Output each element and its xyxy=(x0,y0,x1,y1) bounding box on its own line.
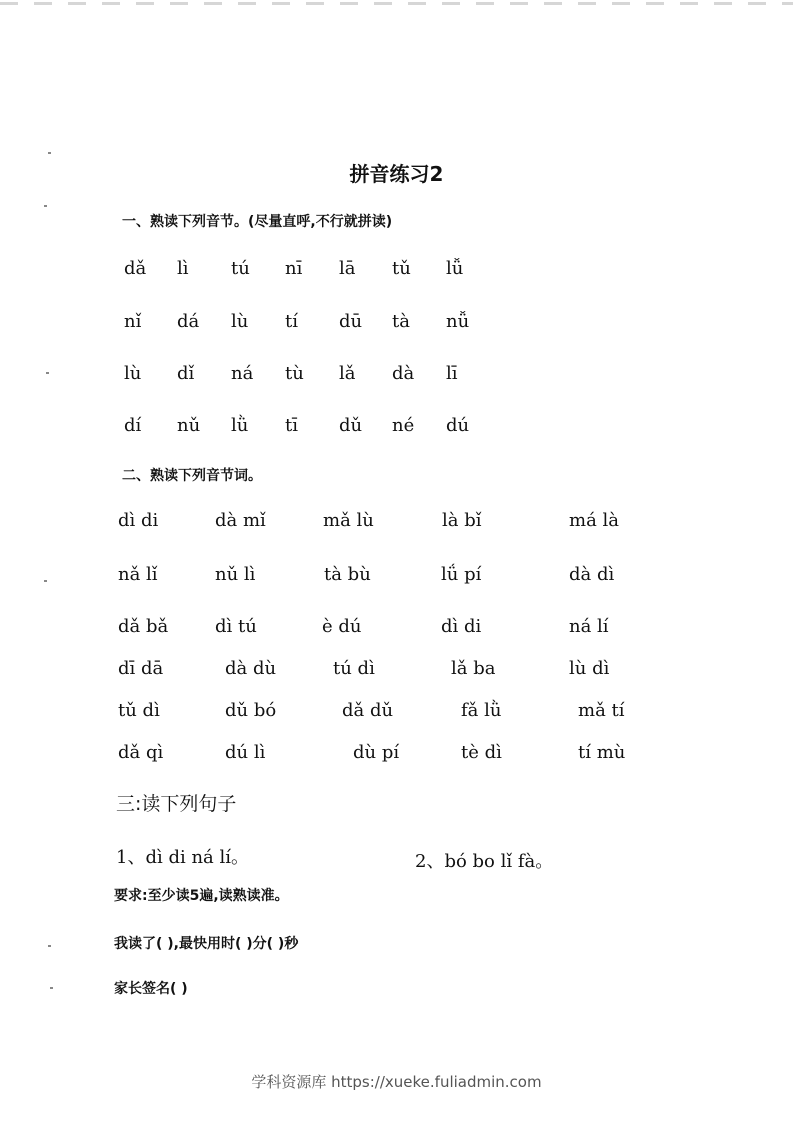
sentence-1: 1、dì di ná lí。 xyxy=(116,847,250,868)
syllable-word: dǔ bó xyxy=(225,700,277,721)
syllable: lì xyxy=(177,258,189,279)
syllable-word: tǔ dì xyxy=(118,700,160,721)
syllable: lǜ xyxy=(231,415,249,436)
syllable-word: nǎ lǐ xyxy=(118,564,158,585)
syllable-word: dì di xyxy=(441,616,482,637)
section3-heading: 三:读下列句子 xyxy=(116,793,237,815)
syllable: né xyxy=(392,415,415,436)
syllable-word: dà mǐ xyxy=(215,510,266,531)
syllable-word: má là xyxy=(569,510,620,531)
syllable-word: ná lí xyxy=(569,616,609,637)
syllable-word: là bǐ xyxy=(442,510,482,531)
syllable-word: dà dì xyxy=(569,564,615,585)
syllable: tí xyxy=(285,311,298,332)
sentence-2: 2、bó bo lǐ fà。 xyxy=(415,851,554,872)
syllable: tǔ xyxy=(392,258,411,279)
syllable: nǔ xyxy=(177,415,201,436)
syllable-word: tè dì xyxy=(461,742,502,763)
syllable: dà xyxy=(392,363,415,384)
section2-heading: 二、熟读下列音节词。 xyxy=(122,468,262,484)
syllable-word: lǘ pí xyxy=(441,564,482,585)
scan-speck xyxy=(48,945,51,947)
syllable: ná xyxy=(231,363,254,384)
syllable-word: lù dì xyxy=(569,658,610,679)
syllable: tù xyxy=(285,363,304,384)
scan-speck xyxy=(44,205,47,207)
syllable: dǔ xyxy=(339,415,363,436)
reading-record: 我读了( ),最快用时( )分( )秒 xyxy=(114,936,299,952)
syllable-word: dǎ qì xyxy=(118,742,164,763)
syllable: nǚ xyxy=(446,311,470,332)
syllable-word: dù pí xyxy=(353,742,400,763)
syllable-word: è dú xyxy=(322,616,362,637)
syllable: lù xyxy=(124,363,142,384)
syllable: lǎ xyxy=(339,363,356,384)
syllable: tà xyxy=(392,311,410,332)
syllable: nī xyxy=(285,258,303,279)
syllable-word: fǎ lǜ xyxy=(461,700,502,721)
syllable-word: dǎ dǔ xyxy=(342,700,394,721)
syllable: dá xyxy=(177,311,200,332)
syllable-word: dǎ bǎ xyxy=(118,616,169,637)
syllable-word: dī dā xyxy=(118,658,164,679)
syllable-word: lǎ ba xyxy=(451,658,496,679)
syllable-word: mǎ lù xyxy=(323,510,374,531)
syllable: lǚ xyxy=(446,258,464,279)
scan-artifact xyxy=(0,2,793,5)
syllable: lù xyxy=(231,311,249,332)
syllable-word: dú lì xyxy=(225,742,266,763)
syllable: dú xyxy=(446,415,470,436)
syllable-word: tú dì xyxy=(333,658,375,679)
syllable: dí xyxy=(124,415,142,436)
syllable: nǐ xyxy=(124,311,142,332)
section1-heading: 一、熟读下列音节。(尽量直呼,不行就拼读) xyxy=(122,214,393,230)
scan-speck xyxy=(44,580,47,582)
scan-speck xyxy=(50,987,53,989)
page-title: 拼音练习2 xyxy=(349,162,444,186)
syllable-word: tà bù xyxy=(324,564,371,585)
syllable-word: nǔ lì xyxy=(215,564,256,585)
scan-speck xyxy=(48,152,51,154)
parent-signature: 家长签名( ) xyxy=(114,981,188,997)
footer-watermark: 学科资源库 https://xueke.fuliadmin.com xyxy=(251,1073,542,1091)
requirement-text: 要求:至少读5遍,读熟读准。 xyxy=(114,888,289,904)
syllable-word: dì tú xyxy=(215,616,257,637)
syllable: dǎ xyxy=(124,258,147,279)
syllable: dǐ xyxy=(177,363,195,384)
syllable: dū xyxy=(339,311,363,332)
syllable-word: dì di xyxy=(118,510,159,531)
syllable: tī xyxy=(285,415,298,436)
syllable-word: tí mù xyxy=(578,742,626,763)
syllable: lā xyxy=(339,258,356,279)
syllable-word: mǎ tí xyxy=(578,700,625,721)
syllable: tú xyxy=(231,258,250,279)
syllable-word: dà dù xyxy=(225,658,277,679)
scan-speck xyxy=(46,372,49,374)
syllable: lī xyxy=(446,363,458,384)
